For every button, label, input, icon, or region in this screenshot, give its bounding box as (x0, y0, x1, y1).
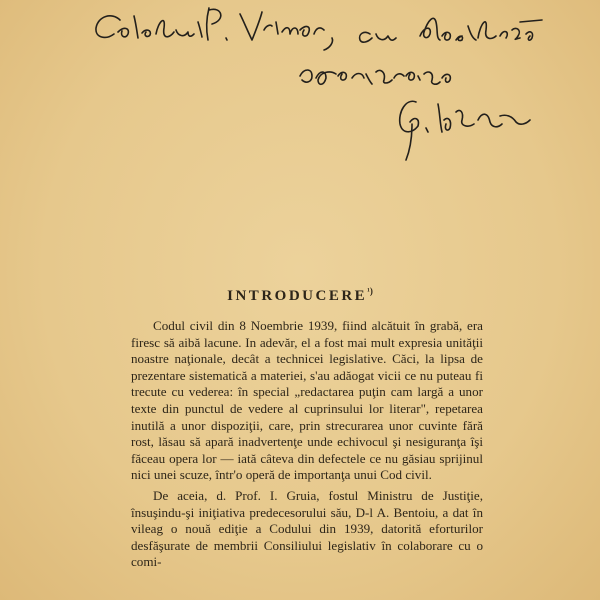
handwriting-drawing (0, 0, 600, 200)
paragraph: Codul civil din 8 Noembrie 1939, fiind alcătuit în grabă, era firesc să aibă lacune. In adevăr, el a fost mai mult expresia unităţii noastre naţionale, decât a technicei legislative. Căci, la lipsa de prezentare sistematică a materiei, s'au adăogat vicii ce nu puteau fi trecute cu vederea: în special „redactarea puţin cam largă a unor texte din punctul de vedere al cuprinsului lor literar", repetarea inutilă a unor dispoziţii, care, prin strecurarea unor cuvinte fără rost, lăsau să apară inadvertenţe unde echivocul şi nesiguranţa îşi făceau opera lor — iată câteva din defectele ce nu găsiau sprijinul nici unei scuze, într'o operă de importanţa unui Cod civil. (131, 318, 483, 483)
handwritten-dedication (0, 0, 600, 200)
footnote-marker: ¹) (367, 286, 373, 296)
heading-title: INTRODUCERE (227, 288, 368, 304)
section-heading (0, 286, 600, 305)
paragraph: De aceia, d. Prof. I. Gruia, fostul Ministru de Justiţie, însuşindu-şi iniţiativa predecesorului său, D-l A. Bentoiu, a dat în vileag o nouă ediţie a Codului din 1939, datorită eforturilor desfăşurate de membrii Consiliului legislativ în colaborare cu o comi- (131, 487, 483, 570)
body-text (131, 318, 483, 575)
